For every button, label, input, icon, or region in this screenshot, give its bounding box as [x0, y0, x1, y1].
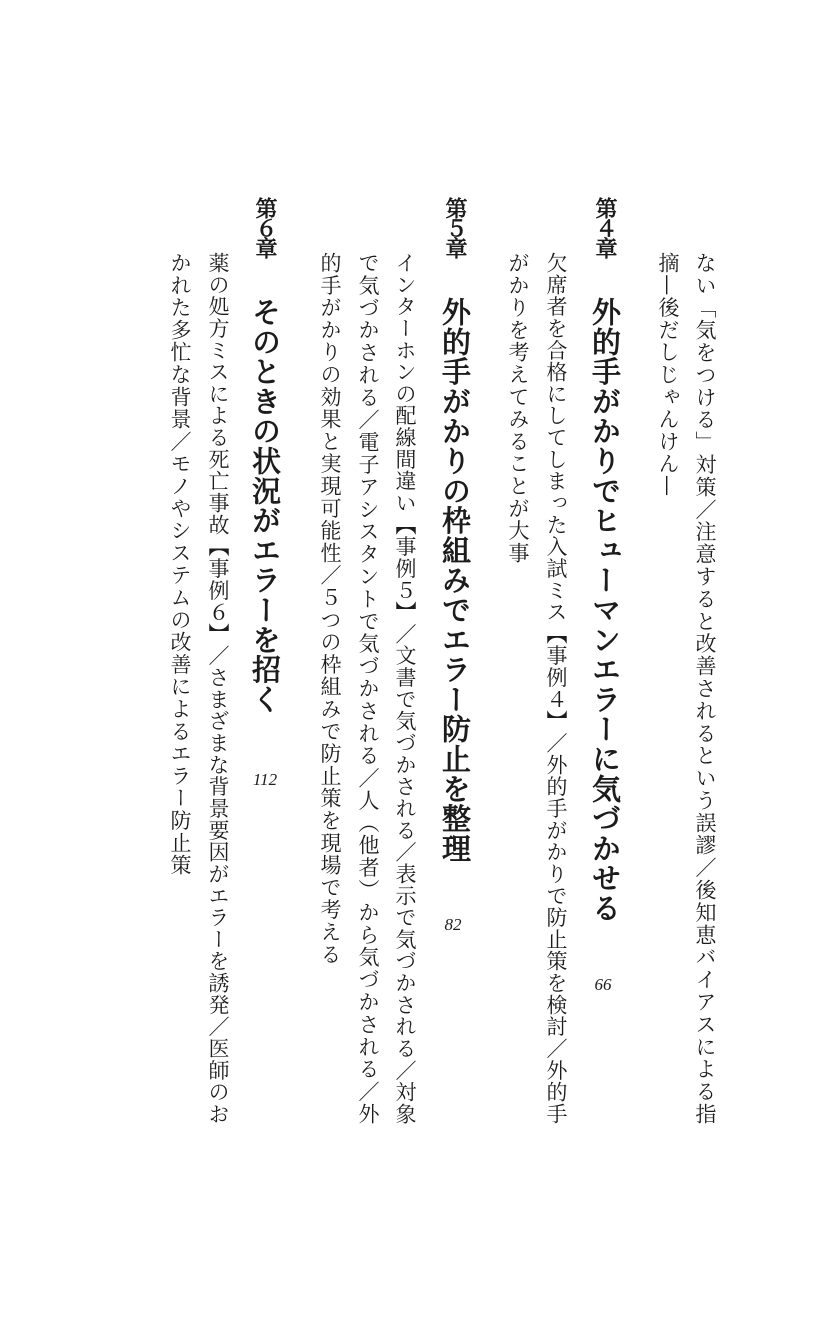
- chapter-5-summary-line: 的手がかりの効果と実現可能性／５つの枠組みで防止策を現場で考える: [318, 252, 342, 966]
- chapter-4-title: 外的手がかりでヒューマンエラーに気づかせる: [588, 297, 622, 923]
- previous-chapter-summary-line: ない「気をつける」対策／注意すると改善されるという誤謬／後知恵バイアスによる指: [693, 252, 717, 1124]
- chapter-4-summary-line: がかりを考えてみることが大事: [506, 252, 530, 565]
- chapter-6-label: 第６章: [252, 197, 278, 257]
- chapter-5-page-number: 82: [444, 915, 462, 934]
- previous-chapter-summary-line: 摘—後だしじゃんけん—: [656, 252, 680, 498]
- chapter-6-summary-line: 薬の処方ミスによる死亡事故【事例６】／さまざまな背景要因がエラーを誘発／医師のお: [206, 252, 230, 1124]
- chapter-4-label: 第４章: [592, 197, 618, 257]
- chapter-6-summary-line: かれた多忙な背景／モノやシステムの改善によるエラー防止策: [168, 252, 192, 877]
- chapter-5-label: 第５章: [442, 197, 468, 257]
- chapter-6-title: そのときの状況がエラーを招く: [248, 297, 282, 715]
- chapter-5-summary-line: で気づかされる／電子アシスタントで気づかされる／人（他者）から気づかされる／外: [356, 252, 380, 1124]
- chapter-5-summary-line: インターホンの配線間違い【事例５】／文書で気づかされる／表示で気づかされる／対象: [393, 252, 417, 1124]
- chapter-5-title: 外的手がかりの枠組みでエラー防止を整理: [438, 297, 472, 864]
- chapter-4-page-number: 66: [594, 975, 612, 994]
- chapter-4-summary-line: 欠席者を合格にしてしまった入試ミス【事例４】／外的手がかりで防止策を検討／外的手: [544, 252, 568, 1124]
- chapter-6-page-number: 112: [252, 770, 278, 789]
